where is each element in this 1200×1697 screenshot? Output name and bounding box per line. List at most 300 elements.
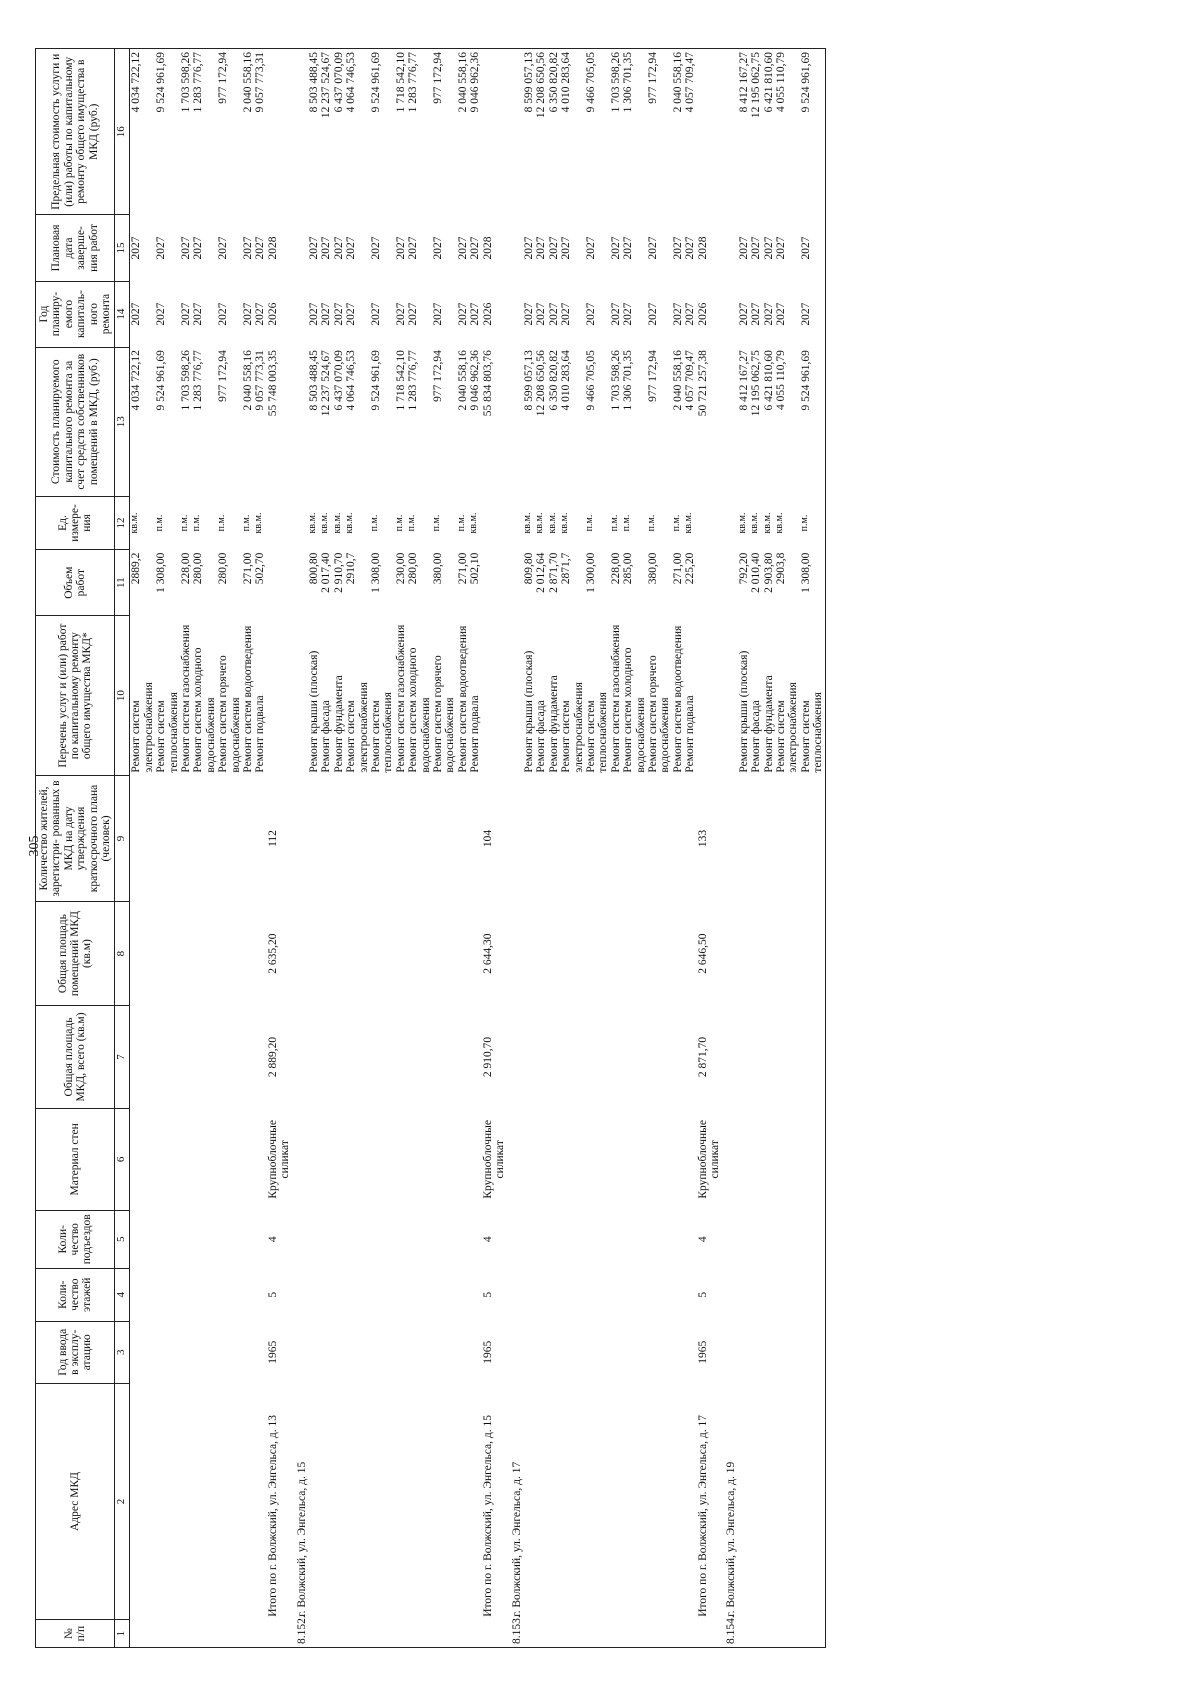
cost-cell: 9 524 961,69 xyxy=(800,347,825,496)
cell-empty xyxy=(395,1383,407,1620)
cell-empty xyxy=(432,1383,457,1620)
unit-cell: п.м. xyxy=(670,514,682,532)
volume-cell: 800,80 xyxy=(308,552,320,585)
year-cell: 2027 xyxy=(737,302,750,326)
col-header-5: Коли- чество подъездов xyxy=(36,1210,115,1268)
cell-empty xyxy=(267,496,292,549)
cell-empty xyxy=(535,1108,547,1210)
cell-empty xyxy=(130,1108,155,1210)
table-row xyxy=(155,49,180,1648)
cell-empty xyxy=(750,1210,762,1268)
table-row xyxy=(622,49,647,1648)
unit-cell: п.м. xyxy=(191,514,203,532)
cell-empty xyxy=(242,1268,254,1321)
cell-empty xyxy=(432,1108,457,1210)
unit-cell: кв.м. xyxy=(129,512,141,534)
cell-empty xyxy=(725,1006,737,1108)
volume-cell: 1 308,00 xyxy=(800,550,825,616)
volume-cell: 280,00 xyxy=(192,552,205,585)
cell-empty xyxy=(763,1383,775,1620)
cell-empty xyxy=(155,1620,180,1648)
limit-cost-cell: 4 010 283,64 xyxy=(560,49,585,215)
cell-empty xyxy=(548,901,560,1005)
floors-cell: 5 xyxy=(266,1291,279,1298)
year-cell: 2027 xyxy=(671,302,684,326)
limit-cost-cell: 4 064 746,53 xyxy=(345,49,370,215)
cell-empty xyxy=(775,1383,800,1620)
cost-cell: 9 524 961,69 xyxy=(370,350,383,411)
cell-empty xyxy=(647,1108,672,1210)
cell-empty xyxy=(647,1210,672,1268)
address-cell: г. Волжский, ул. Энгельса, д. 17 xyxy=(510,1461,523,1617)
cell-empty xyxy=(345,1210,370,1268)
table-body xyxy=(130,49,825,1648)
cell-empty xyxy=(370,1383,395,1620)
house-number-cell: 8.152. xyxy=(296,1620,308,1648)
cell-empty xyxy=(647,901,672,1005)
cell-empty xyxy=(296,347,308,496)
total-cost-cell: 55 748 003,35 xyxy=(266,350,279,417)
cell-empty xyxy=(511,550,523,616)
cell-empty xyxy=(155,901,180,1005)
table-row xyxy=(254,49,266,1648)
cell-empty xyxy=(725,49,737,215)
cell-empty xyxy=(560,901,585,1005)
cost-cell: 8 503 488,45 xyxy=(308,350,320,411)
cell-empty xyxy=(345,1620,370,1648)
cell-empty xyxy=(469,1268,481,1321)
cell-empty xyxy=(622,901,647,1005)
volume-cell: 1 308,00 xyxy=(155,552,168,593)
address-row xyxy=(725,49,737,1648)
unit-cell: п.м. xyxy=(608,514,620,532)
area-premises-cell: 2 646,50 xyxy=(696,933,709,974)
limit-cost-cell: 977 172,94 xyxy=(217,49,242,215)
end-date-cell: 2027 xyxy=(469,236,482,260)
volume-cell: 1 308,00 xyxy=(370,552,383,593)
cell-empty xyxy=(457,1268,469,1321)
cell-empty xyxy=(511,281,523,347)
cell-empty xyxy=(395,1321,407,1383)
cell-empty xyxy=(672,1108,684,1210)
cell-empty xyxy=(763,776,775,902)
cell-empty xyxy=(370,1620,395,1648)
cell-empty xyxy=(192,1108,217,1210)
cell-empty xyxy=(610,1210,622,1268)
year-cell: 2027 xyxy=(394,302,407,326)
cell-empty xyxy=(763,1006,775,1108)
cell-empty xyxy=(254,1006,266,1108)
cell-empty xyxy=(511,901,523,1005)
unit-cell: п.м. xyxy=(154,514,166,532)
volume-cell: 2903,8 xyxy=(775,552,788,585)
column-number-cell: 8 xyxy=(115,901,130,1005)
cell-empty xyxy=(548,1268,560,1321)
column-number-cell: 5 xyxy=(115,1210,130,1268)
volume-cell: 2 010,40 xyxy=(750,552,763,593)
total-row xyxy=(697,49,722,1648)
volume-cell: 2871,7 xyxy=(560,552,573,585)
cell-empty xyxy=(672,1321,684,1383)
work-name-cell: Ремонт систем водоотведения xyxy=(241,625,254,773)
cell-empty xyxy=(345,1321,370,1383)
cell-empty xyxy=(217,776,242,902)
cell-empty xyxy=(610,901,622,1005)
cell-empty xyxy=(585,901,610,1005)
cell-empty xyxy=(725,281,737,347)
cell-empty xyxy=(267,1620,292,1648)
cell-empty xyxy=(296,1210,308,1268)
cell-empty xyxy=(684,776,696,902)
year-cell: 2027 xyxy=(560,302,573,326)
cell-empty xyxy=(217,1210,242,1268)
cell-empty xyxy=(130,1620,155,1648)
unit-cell: кв.м. xyxy=(468,512,480,534)
cell-empty xyxy=(535,1210,547,1268)
cell-empty xyxy=(585,1210,610,1268)
cell-empty xyxy=(482,550,507,616)
cell-empty xyxy=(697,616,722,776)
work-name-cell: Ремонт подвала xyxy=(684,695,697,773)
year-cell: 2027 xyxy=(179,302,192,326)
end-date-cell: 2027 xyxy=(584,236,597,260)
year-cell: 2027 xyxy=(646,302,659,326)
cell-empty xyxy=(800,1210,825,1268)
cell-empty xyxy=(180,1006,192,1108)
limit-cost-cell: 9 466 705,05 xyxy=(585,49,610,215)
volume-cell: 228,00 xyxy=(179,552,192,585)
year-cell: 2027 xyxy=(241,302,254,326)
cell-empty xyxy=(684,1383,696,1620)
col-header-8: Общая площадь помещений МКД (кв.м) xyxy=(36,901,115,1005)
cost-cell: 977 172,94 xyxy=(432,350,445,402)
cell-empty xyxy=(763,1210,775,1268)
cell-empty xyxy=(333,901,345,1005)
cell-empty xyxy=(548,1006,560,1108)
cell-empty xyxy=(548,1620,560,1648)
cell-empty xyxy=(738,1383,750,1620)
cost-cell: 12 195 062,75 xyxy=(750,350,763,417)
cell-empty xyxy=(308,1321,320,1383)
volume-cell: 380,00 xyxy=(646,552,659,585)
cell-empty xyxy=(130,901,155,1005)
address-cell: г. Волжский, ул. Энгельса, д. 15 xyxy=(295,1461,308,1617)
cell-empty xyxy=(622,1268,647,1321)
cell-empty xyxy=(697,496,722,549)
cell-empty xyxy=(610,1268,622,1321)
limit-cost-cell: 9 524 961,69 xyxy=(370,49,395,215)
cell-empty xyxy=(763,901,775,1005)
cell-empty xyxy=(672,1620,684,1648)
year-built-cell: 1965 xyxy=(266,1340,279,1364)
cell-empty xyxy=(180,1383,192,1620)
table-row xyxy=(647,49,672,1648)
table-row xyxy=(738,49,750,1648)
cell-empty xyxy=(155,1108,180,1210)
work-name-cell: Ремонт систем электроснабжения xyxy=(345,682,370,773)
cell-empty xyxy=(684,1268,696,1321)
cell-empty xyxy=(296,1006,308,1108)
column-number-cell: 7 xyxy=(115,1006,130,1108)
volume-cell: 271,00 xyxy=(671,552,684,585)
end-date-cell: 2027 xyxy=(800,215,825,281)
cell-empty xyxy=(622,1108,647,1210)
work-name-cell: Ремонт крыши (плоская) xyxy=(308,650,320,773)
cell-empty xyxy=(407,1268,432,1321)
col-header-4: Коли- чество этажей xyxy=(36,1268,115,1321)
cell-empty xyxy=(242,1383,254,1620)
limit-cost-cell: 1 283 776,77 xyxy=(407,49,432,215)
cell-empty xyxy=(469,1321,481,1383)
year-cell: 2027 xyxy=(130,302,143,326)
cell-empty xyxy=(345,1383,370,1620)
table-row xyxy=(800,49,825,1648)
limit-cost-cell: 1 703 598,26 xyxy=(180,49,192,215)
cell-empty xyxy=(560,1383,585,1620)
cell-empty xyxy=(800,1006,825,1108)
work-name-cell: Ремонт систем теплоснабжения xyxy=(155,692,180,773)
cost-cell: 4 034 722,12 xyxy=(130,350,143,411)
cell-empty xyxy=(800,1268,825,1321)
cell-empty xyxy=(457,1383,469,1620)
year-cell: 2027 xyxy=(432,302,445,326)
cell-empty xyxy=(697,1620,722,1648)
total-year-cell: 2026 xyxy=(266,302,279,326)
end-date-cell: 2027 xyxy=(522,236,535,260)
limit-cost-cell: 6 421 810,60 xyxy=(763,49,775,215)
cell-empty xyxy=(407,1620,432,1648)
unit-cell: п.м. xyxy=(406,514,418,532)
col-header-13: Стоимость планируемого капитального ремонта за счет средств собственников помещений в МКД, (руб.) xyxy=(36,347,115,496)
cell-empty xyxy=(469,776,481,902)
table-row xyxy=(432,49,457,1648)
address-row xyxy=(511,49,523,1648)
year-cell: 2027 xyxy=(469,302,482,326)
cell-empty xyxy=(725,616,737,776)
cell-empty xyxy=(432,1321,457,1383)
end-date-cell: 2027 xyxy=(547,236,560,260)
cell-empty xyxy=(672,776,684,902)
cell-empty xyxy=(192,1006,217,1108)
cell-empty xyxy=(130,1383,155,1620)
col-header-6: Материал стен xyxy=(36,1108,115,1210)
cell-empty xyxy=(750,1620,762,1648)
unit-cell: кв.м. xyxy=(534,512,546,534)
year-cell: 2027 xyxy=(308,302,320,326)
cell-empty xyxy=(267,550,292,616)
cell-empty xyxy=(130,1268,155,1321)
cell-empty xyxy=(750,1268,762,1321)
end-date-cell: 2027 xyxy=(535,236,548,260)
cost-cell: 8 599 057,13 xyxy=(522,350,535,411)
cell-empty xyxy=(725,347,737,496)
volume-cell: 285,00 xyxy=(622,552,635,585)
cell-empty xyxy=(684,1620,696,1648)
limit-cost-cell: 4 055 110,79 xyxy=(775,49,800,215)
work-name-cell: Ремонт систем холодного водоснабжения xyxy=(407,647,432,773)
table-row xyxy=(457,49,469,1648)
end-date-cell: 2027 xyxy=(308,236,320,260)
cell-empty xyxy=(738,1006,750,1108)
limit-cost-cell: 6 350 820,82 xyxy=(548,49,560,215)
column-number-cell: 11 xyxy=(115,550,130,616)
cell-empty xyxy=(738,1108,750,1210)
end-date-cell: 2027 xyxy=(345,236,358,260)
cell-empty xyxy=(296,49,308,215)
limit-cost-cell: 9 524 961,69 xyxy=(155,49,180,215)
cell-empty xyxy=(800,776,825,902)
cell-empty xyxy=(738,1268,750,1321)
year-cell: 2027 xyxy=(320,302,333,326)
limit-cost-cell: 1 306 701,35 xyxy=(622,49,647,215)
table-row xyxy=(308,49,320,1648)
total-cost-cell: 55 834 803,76 xyxy=(481,350,494,417)
work-name-cell: Ремонт систем горячего водоснабжения xyxy=(432,655,457,773)
end-date-cell: 2027 xyxy=(370,236,383,260)
cell-empty xyxy=(370,1321,395,1383)
residents-cell: 133 xyxy=(696,829,709,848)
cell-empty xyxy=(725,1108,737,1210)
table-row xyxy=(217,49,242,1648)
work-name-cell: Ремонт систем горячего водоснабжения xyxy=(646,655,672,773)
cell-empty xyxy=(469,1108,481,1210)
volume-cell: 2 012,64 xyxy=(535,552,548,593)
col-header-11: Объем работ xyxy=(36,550,115,616)
cell-empty xyxy=(697,49,722,215)
cell-empty xyxy=(535,1268,547,1321)
unit-cell: кв.м. xyxy=(749,512,761,534)
cell-empty xyxy=(511,1108,523,1210)
cell-empty xyxy=(432,1268,457,1321)
cell-empty xyxy=(763,1108,775,1210)
cell-empty xyxy=(775,1108,800,1210)
cell-empty xyxy=(775,1268,800,1321)
cell-empty xyxy=(395,1108,407,1210)
end-date-cell: 2027 xyxy=(130,236,143,260)
cell-empty xyxy=(647,1321,672,1383)
cell-empty xyxy=(395,776,407,902)
volume-cell: 2 910,70 xyxy=(332,552,345,593)
cell-empty xyxy=(585,1620,610,1648)
cell-empty xyxy=(585,1383,610,1620)
total-end-cell: 2028 xyxy=(266,236,279,260)
volume-cell: 2889,2 xyxy=(130,552,143,585)
end-date-cell: 2027 xyxy=(609,236,622,260)
cell-empty xyxy=(395,901,407,1005)
cell-empty xyxy=(370,1268,395,1321)
total-year-cell: 2026 xyxy=(481,302,494,326)
cell-empty xyxy=(560,1268,585,1321)
volume-cell: 2910,7 xyxy=(345,552,358,585)
cost-cell: 977 172,94 xyxy=(646,350,659,402)
cost-cell: 1 703 598,26 xyxy=(179,350,192,411)
unit-cell: кв.м. xyxy=(344,512,356,534)
volume-cell: 280,00 xyxy=(217,552,230,585)
cell-empty xyxy=(395,1210,407,1268)
cell-empty xyxy=(725,1210,737,1268)
year-cell: 2027 xyxy=(332,302,345,326)
cell-empty xyxy=(155,1383,180,1620)
cell-empty xyxy=(672,1268,684,1321)
end-date-cell: 2027 xyxy=(179,236,192,260)
table-row xyxy=(610,49,622,1648)
work-name-cell: Ремонт фундамента xyxy=(762,675,775,773)
capital-repair-table xyxy=(35,48,826,1648)
cell-empty xyxy=(535,1383,547,1620)
cost-cell: 1 283 776,77 xyxy=(192,350,205,411)
cost-cell: 9 466 705,05 xyxy=(584,350,597,411)
column-number-cell: 16 xyxy=(115,49,130,215)
volume-cell: 792,20 xyxy=(737,552,750,585)
cell-empty xyxy=(457,1620,469,1648)
limit-cost-cell: 8 412 167,27 xyxy=(738,49,750,215)
wall-material-cell: Крупноблочные силикат xyxy=(481,1120,507,1199)
cell-empty xyxy=(482,496,507,549)
volume-cell: 280,00 xyxy=(407,552,420,585)
cell-empty xyxy=(308,1006,320,1108)
limit-cost-cell: 4 034 722,12 xyxy=(130,49,155,215)
cell-empty xyxy=(407,1108,432,1210)
volume-cell: 2 903,80 xyxy=(762,552,775,593)
cell-empty xyxy=(320,1210,332,1268)
total-end-cell: 2028 xyxy=(696,236,709,260)
cell-empty xyxy=(548,1108,560,1210)
cell-empty xyxy=(750,901,762,1005)
cell-empty xyxy=(296,776,308,902)
cell-empty xyxy=(750,1321,762,1383)
cell-empty xyxy=(155,1210,180,1268)
area-premises-cell: 2 635,20 xyxy=(266,933,279,974)
cell-empty xyxy=(800,1620,825,1648)
cell-empty xyxy=(535,901,547,1005)
col-header-14: Год планиру- емого капиталь- ного ремонта xyxy=(36,281,115,347)
year-cell: 2027 xyxy=(800,281,825,347)
table-row xyxy=(469,49,481,1648)
cell-empty xyxy=(457,1210,469,1268)
cell-empty xyxy=(333,1383,345,1620)
residents-cell: 104 xyxy=(481,829,494,848)
col-header-1: № п/п xyxy=(36,1620,115,1648)
cell-empty xyxy=(320,1383,332,1620)
year-cell: 2027 xyxy=(155,302,168,326)
end-date-cell: 2027 xyxy=(155,236,168,260)
column-number-cell: 6 xyxy=(115,1108,130,1210)
unit-cell: п.м. xyxy=(621,514,633,532)
work-name-cell: Ремонт крыши (плоская) xyxy=(737,650,750,773)
cell-empty xyxy=(647,776,672,902)
cell-empty xyxy=(308,901,320,1005)
cell-empty xyxy=(395,1268,407,1321)
unit-cell: п.м. xyxy=(800,496,825,549)
end-date-cell: 2027 xyxy=(671,236,684,260)
cell-empty xyxy=(432,776,457,902)
unit-cell: кв.м. xyxy=(736,512,748,534)
table-row xyxy=(395,49,407,1648)
cell-empty xyxy=(560,776,585,902)
cell-empty xyxy=(684,1321,696,1383)
cell-empty xyxy=(511,1321,523,1383)
unit-cell: п.м. xyxy=(240,514,252,532)
cell-empty xyxy=(242,776,254,902)
cell-empty xyxy=(684,1006,696,1108)
cell-empty xyxy=(180,1620,192,1648)
unit-cell: кв.м. xyxy=(761,512,773,534)
table-row xyxy=(192,49,217,1648)
rotated-table-container xyxy=(35,48,1165,1648)
work-name-cell: Ремонт систем электроснабжения xyxy=(560,682,585,773)
cell-empty xyxy=(775,1006,800,1108)
cell-empty xyxy=(345,1268,370,1321)
